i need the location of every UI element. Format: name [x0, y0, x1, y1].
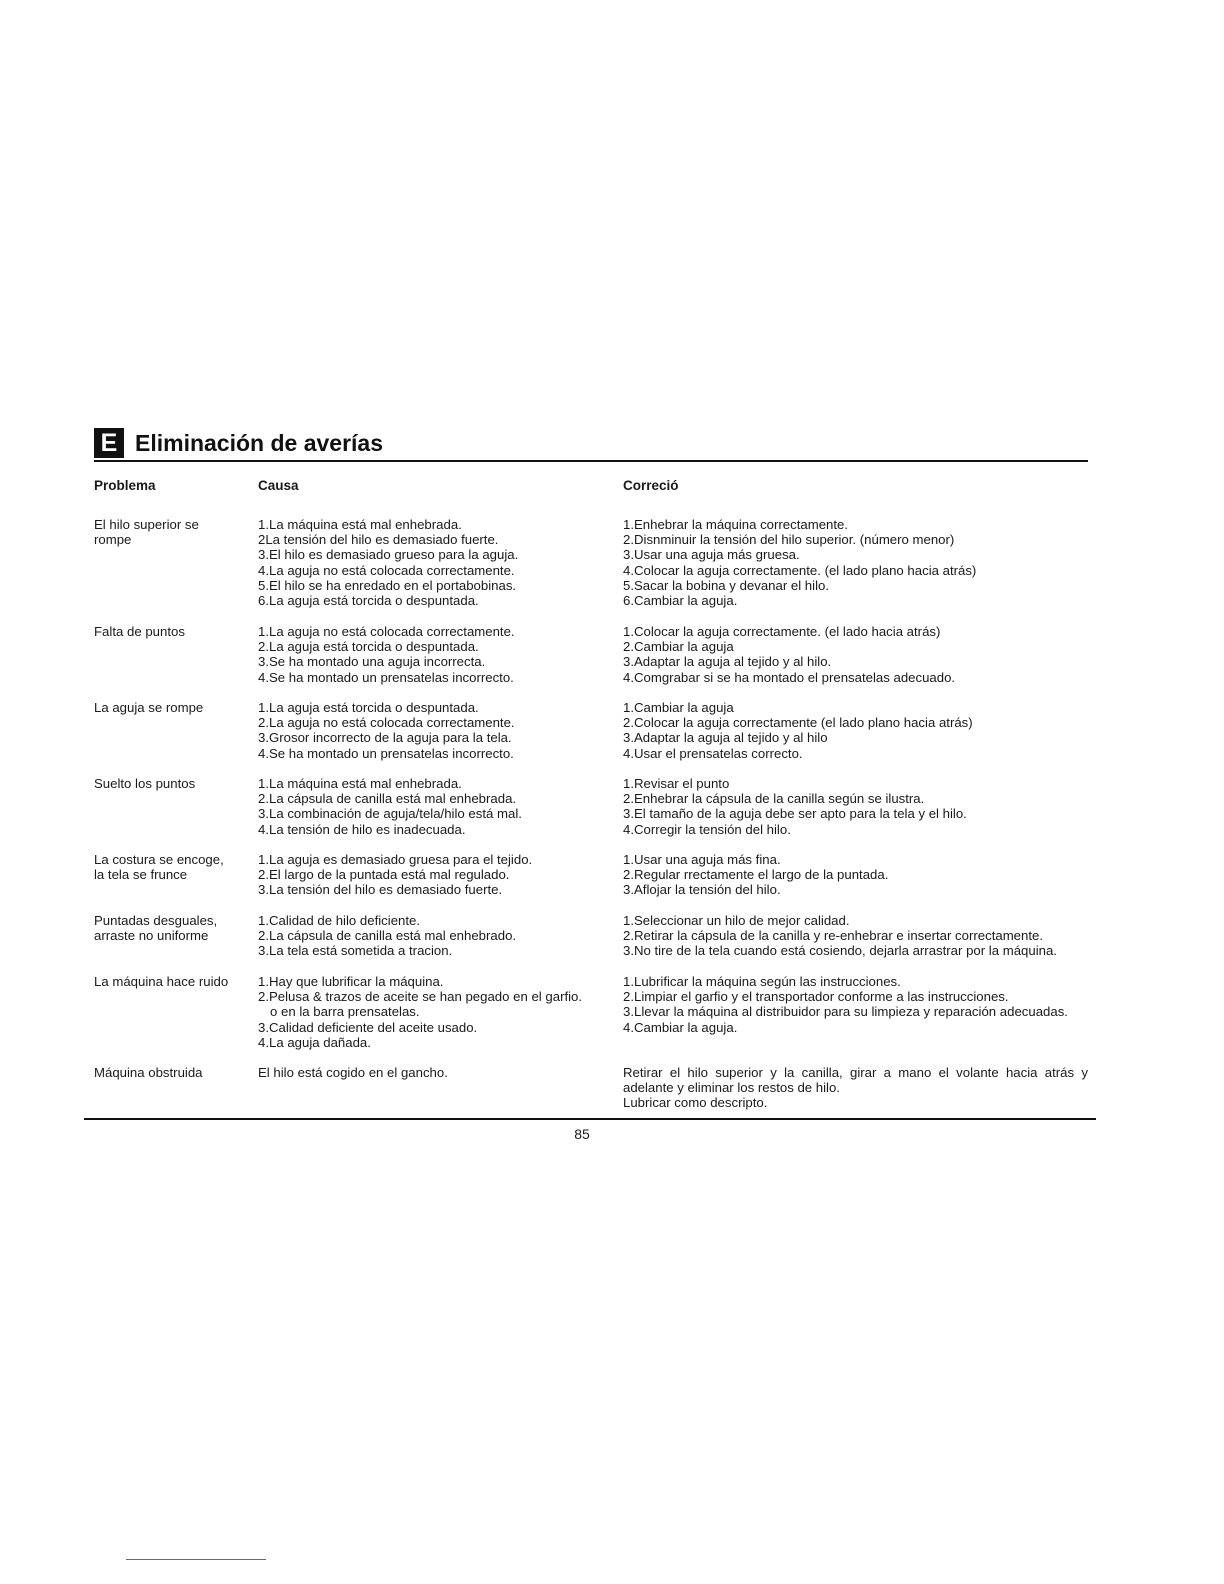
problem-cell — [94, 776, 258, 852]
correction-line: 1.Seleccionar un hilo de mejor calidad. — [623, 913, 850, 928]
problem-line: Falta de puntos — [94, 624, 185, 639]
cause-cell — [258, 700, 623, 776]
problem-line: rompe — [94, 532, 132, 548]
correction-line: 2.Disnminuir la tensión del hilo superior. (número menor) — [623, 532, 955, 548]
cause-cell — [258, 974, 623, 1065]
cause-line: 3.La combinación de aguja/tela/hilo está mal. — [258, 806, 522, 822]
problem-line: Máquina obstruida — [94, 1065, 203, 1080]
cause-line: 1.La máquina está mal enhebrada. — [258, 776, 462, 791]
table-row — [94, 913, 1088, 974]
correction-cell — [623, 974, 1088, 1065]
correction-line: 1.Usar una aguja más fina. — [623, 852, 781, 867]
problem-cell — [94, 913, 258, 974]
cause-line: 3.La tela está sometida a tracion. — [258, 943, 453, 959]
cause-cell — [258, 517, 623, 624]
problem-cell — [94, 974, 258, 1065]
cause-line: 4.Se ha montado un prensatelas incorrecto. — [258, 745, 514, 761]
cause-line: 2.La aguja está torcida o despuntada. — [258, 639, 479, 655]
correction-line: 3.No tire de la tela cuando está cosiendo, dejarla arrastrar por la máquina. — [623, 943, 1057, 959]
cause-line: 2La tensión del hilo es demasiado fuerte. — [258, 532, 499, 548]
correction-cell — [623, 852, 1088, 913]
cause-line: 3.Calidad deficiente del aceite usado. — [258, 1019, 478, 1035]
cause-line: 6.La aguja está torcida o despuntada. — [258, 593, 479, 609]
correction-line: 3.Adaptar la aguja al tejido y al hilo — [623, 730, 828, 746]
table-row — [94, 517, 1088, 624]
column-header-problem: Problema — [94, 478, 156, 493]
cause-line: 3.Grosor incorrecto de la aguja para la tela. — [258, 730, 512, 746]
correction-line: 1.Lubrificar la máquina según las instrucciones. — [623, 974, 901, 989]
cause-cell — [258, 852, 623, 913]
cause-line: 2.La aguja no está colocada correctamente. — [258, 715, 515, 731]
correction-line: 4.Cambiar la aguja. — [623, 1019, 738, 1035]
correction-line: 1.Cambiar la aguja — [623, 700, 734, 715]
cause-line: 2.La cápsula de canilla está mal enhebrado. — [258, 928, 517, 944]
correction-cell — [623, 517, 1088, 624]
correction-line: 2.Cambiar la aguja — [623, 639, 734, 655]
correction-line: 3.Llevar la máquina al distribuidor para su limpieza y reparación adecuadas. — [623, 1004, 1068, 1020]
problem-cell — [94, 1065, 258, 1115]
correction-line: 4.Usar el prensatelas correcto. — [623, 745, 803, 761]
cause-line: 3.Se ha montado una aguja incorrecta. — [258, 654, 486, 670]
correction-line: 6.Cambiar la aguja. — [623, 593, 738, 609]
correction-line: 3.Usar una aguja más gruesa. — [623, 547, 800, 563]
correction-line: 2.Retirar la cápsula de la canilla y re-enhebrar e insertar correctamente. — [623, 928, 1044, 944]
table-header — [94, 478, 1088, 517]
column-header-cause: Causa — [258, 478, 299, 493]
correction-paragraph: Retirar el hilo superior y la canilla, girar a mano el volante hacia atrás y adelante y eliminar los restos de hilo. — [623, 1065, 1088, 1096]
correction-line: Lubricar como descripto. — [623, 1095, 768, 1111]
problem-line: La aguja se rompe — [94, 700, 204, 715]
correction-line: 3.Adaptar la aguja al tejido y al hilo. — [623, 654, 832, 670]
section-header — [94, 428, 1088, 462]
troubleshooting-table — [94, 478, 1088, 1115]
problem-line: La máquina hace ruido — [94, 974, 229, 989]
table-row — [94, 852, 1088, 913]
correction-line: 4.Corregir la tensión del hilo. — [623, 821, 791, 837]
cause-line: 4.La aguja no está colocada correctamente. — [258, 562, 515, 578]
cause-line: El hilo está cogido en el gancho. — [258, 1065, 448, 1080]
correction-line: 4.Comgrabar si se ha montado el prensatelas adecuado. — [623, 669, 956, 685]
correction-line: 2.Limpiar el garfio y el transportador conforme a las instrucciones. — [623, 989, 1009, 1005]
correction-line: 2.Enhebrar la cápsula de la canilla según se ilustra. — [623, 791, 925, 807]
correction-line: 1.Colocar la aguja correctamente. (el lado hacia atrás) — [623, 624, 941, 639]
page-title: Eliminación de averías — [135, 430, 384, 456]
correction-line: 2.Colocar la aguja correctamente (el lado plano hacia atrás) — [623, 715, 973, 731]
correction-cell — [623, 776, 1088, 852]
cause-line: 3.La tensión del hilo es demasiado fuerte. — [258, 882, 503, 898]
cause-line: 1.La aguja no está colocada correctamente. — [258, 624, 515, 639]
problem-cell — [94, 700, 258, 776]
table-row — [94, 624, 1088, 700]
cause-line: 4.Se ha montado un prensatelas incorrecto. — [258, 669, 514, 685]
problem-line: arraste no uniforme — [94, 928, 209, 944]
cause-line: 1.La aguja es demasiado gruesa para el tejido. — [258, 852, 533, 867]
cause-line: 4.La tensión de hilo es inadecuada. — [258, 821, 466, 837]
cause-cell — [258, 776, 623, 852]
cause-line: 2.Pelusa & trazos de aceite se han pegado en el garfio. — [258, 989, 583, 1005]
table-row — [94, 776, 1088, 852]
problem-cell — [94, 624, 258, 700]
cause-line: 2.La cápsula de canilla está mal enhebrada. — [258, 791, 517, 807]
footer-link-line — [126, 1559, 266, 1560]
problem-line: Puntadas desguales, — [94, 913, 218, 928]
cause-line: 1.La aguja está torcida o despuntada. — [258, 700, 479, 715]
correction-line: 2.Regular rrectamente el largo de la puntada. — [623, 867, 889, 883]
problem-line: Suelto los puntos — [94, 776, 196, 791]
correction-line: 3.Aflojar la tensión del hilo. — [623, 882, 781, 898]
correction-line: 3.El tamaño de la aguja debe ser apto para la tela y el hilo. — [623, 806, 967, 822]
correction-cell — [623, 624, 1088, 700]
cause-cell — [258, 624, 623, 700]
bottom-rule — [84, 1118, 1096, 1120]
correction-line: 1.Revisar el punto — [623, 776, 730, 791]
table-row — [94, 700, 1088, 776]
cause-cell — [258, 913, 623, 974]
correction-cell — [623, 913, 1088, 974]
problem-line: la tela se frunce — [94, 867, 188, 883]
column-header-correction: Correció — [623, 478, 679, 493]
page-number: 85 — [574, 1126, 590, 1142]
cause-line: 1.Calidad de hilo deficiente. — [258, 913, 421, 928]
cause-line: 2.El largo de la puntada está mal regulado. — [258, 867, 510, 883]
correction-line: 5.Sacar la bobina y devanar el hilo. — [623, 577, 830, 593]
cause-line: 4.La aguja dañada. — [258, 1034, 371, 1050]
cause-line: 1.Hay que lubrificar la máquina. — [258, 974, 444, 989]
problem-line: El hilo superior se — [94, 517, 199, 532]
cause-line: 3.El hilo es demasiado grueso para la aguja. — [258, 547, 519, 563]
cause-line: 1.La máquina está mal enhebrada. — [258, 517, 462, 532]
problem-cell — [94, 517, 258, 624]
table-row — [94, 974, 1088, 1065]
cause-cell — [258, 1065, 623, 1115]
correction-cell — [623, 700, 1088, 776]
problem-line: La costura se encoge, — [94, 852, 224, 867]
cause-line: o en la barra prensatelas. — [270, 1004, 420, 1020]
correction-cell — [623, 1065, 1088, 1115]
table-row — [94, 1065, 1088, 1115]
problem-cell — [94, 852, 258, 913]
cause-line: 5.El hilo se ha enredado en el portabobinas. — [258, 577, 517, 593]
section-badge: E — [94, 428, 124, 458]
correction-line: 4.Colocar la aguja correctamente. (el lado plano hacia atrás) — [623, 562, 977, 578]
correction-line: 1.Enhebrar la máquina correctamente. — [623, 517, 849, 532]
